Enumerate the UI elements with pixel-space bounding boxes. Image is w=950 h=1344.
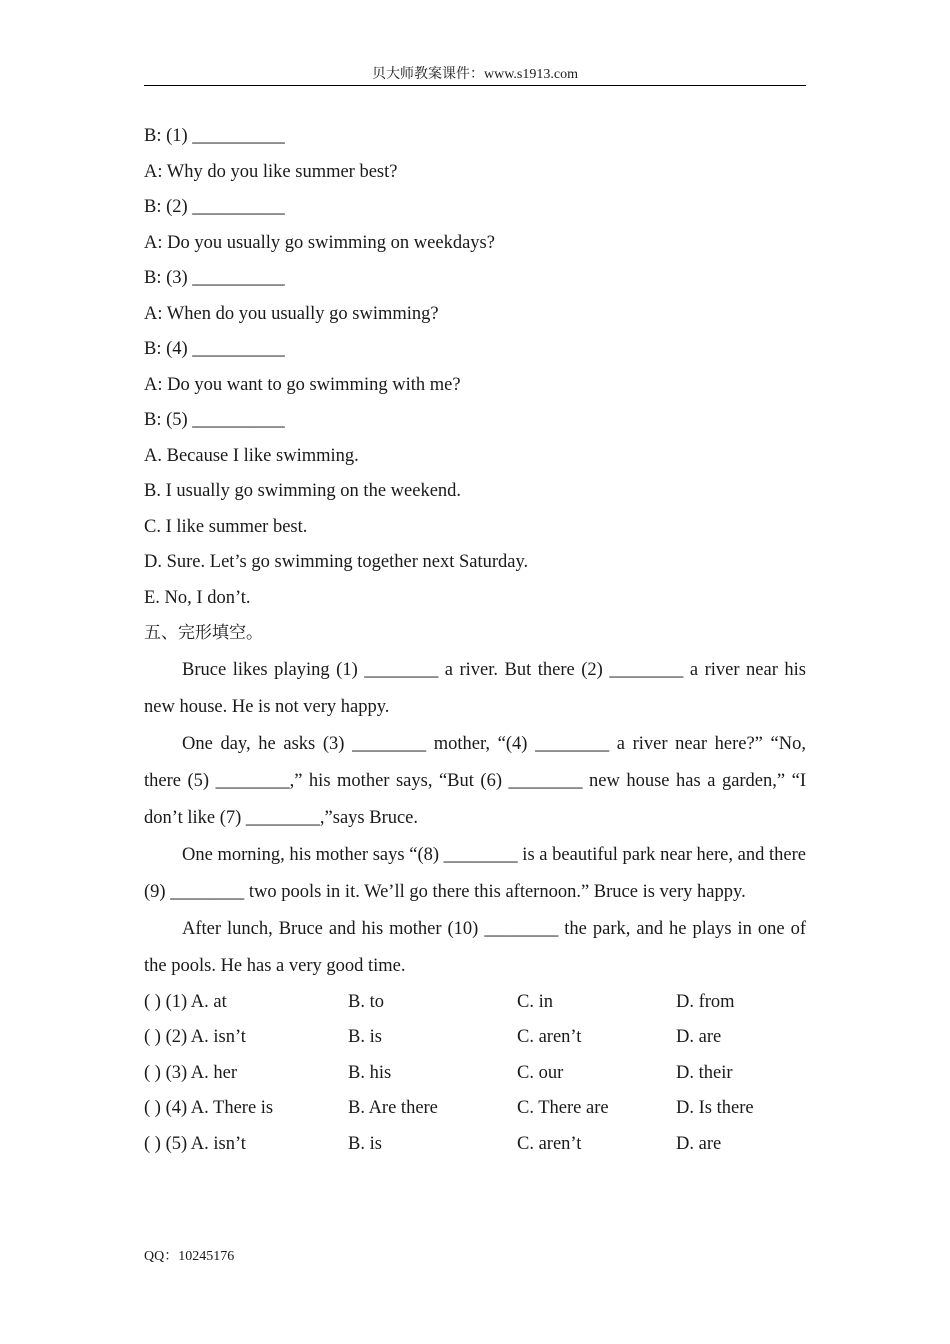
question-row [144,1056,806,1092]
choice-c: C. aren’t [517,1133,582,1154]
cloze-questions [144,985,806,1163]
answer-option: B. I usually go swimming on the weekend. [144,481,462,501]
document-body [144,119,806,1162]
question-stem: ( ) (4) A. There is [144,1098,274,1118]
choice-d: D. are [676,1027,722,1047]
choice-c: C. aren’t [517,1027,582,1047]
dialogue-line: A: Do you want to go swimming with me? [144,374,461,395]
choice-c: C. in [517,991,553,1012]
question-row [144,1091,806,1127]
choice-d: D. from [676,991,735,1012]
answer-options [144,439,806,617]
dialogue-line: B: (2) __________ [144,197,285,217]
passage-paragraph: One day, he asks (3) ________ mother, “(4) ________ a river near here?” “No, there (5) ________,” his mother says, “But (6) ________ new house has a garden,” “I don’t like (7) ________,”says Bruce. [144,733,806,828]
choice-b: B. Are there [348,1098,438,1118]
dialogue-line: A: When do you usually go swimming? [144,303,439,324]
question-row [144,1127,806,1163]
dialogue-line: B: (1) __________ [144,126,285,146]
choice-d: D. Is there [676,1098,754,1118]
section-title: 五、完形填空。 [144,623,263,643]
choice-b: B. his [348,1062,392,1083]
answer-option: C. I like summer best. [144,516,308,537]
choice-c: C. There are [517,1098,609,1118]
dialogue-line: A: Do you usually go swimming on weekdays? [144,232,495,253]
question-row [144,1020,806,1056]
passage-paragraph: After lunch, Bruce and his mother (10) ________ the park, and he plays in one of the pools. He has a very good time. [144,918,806,976]
choice-c: C. our [517,1062,564,1083]
question-stem: ( ) (1) A. at [144,991,227,1012]
answer-option: E. No, I don’t. [144,587,251,608]
answer-option: D. Sure. Let’s go swimming together next Saturday. [144,552,529,572]
question-stem: ( ) (2) A. isn’t [144,1027,246,1047]
page-header: 贝大师教案课件：www.s1913.com [372,67,578,82]
passage-paragraph: Bruce likes playing (1) ________ a river. But there (2) ________ a river near his new house. He is not very happy. [144,659,806,717]
choice-b: B. is [348,1027,382,1047]
question-row [144,985,806,1021]
choice-b: B. to [348,991,384,1012]
choice-b: B. is [348,1133,382,1154]
header-divider [144,85,806,86]
page-footer: QQ：10245176 [144,1249,235,1264]
question-stem: ( ) (3) A. her [144,1062,237,1083]
choice-d: D. their [676,1062,733,1083]
dialogue-line: B: (3) __________ [144,268,285,288]
passage-paragraph: One morning, his mother says “(8) ________ is a beautiful park near here, and there (9) ________ two pools in it. We’ll go there this afternoon.” Bruce is very happy. [144,844,806,902]
question-stem: ( ) (5) A. isn’t [144,1133,246,1154]
dialogue-line: B: (5) __________ [144,410,285,430]
cloze-passage [144,652,806,985]
dialogue-line: B: (4) __________ [144,339,285,359]
dialogue [144,119,806,439]
dialogue-line: A: Why do you like summer best? [144,161,398,182]
choice-d: D. are [676,1133,722,1154]
answer-option: A. Because I like swimming. [144,445,359,466]
